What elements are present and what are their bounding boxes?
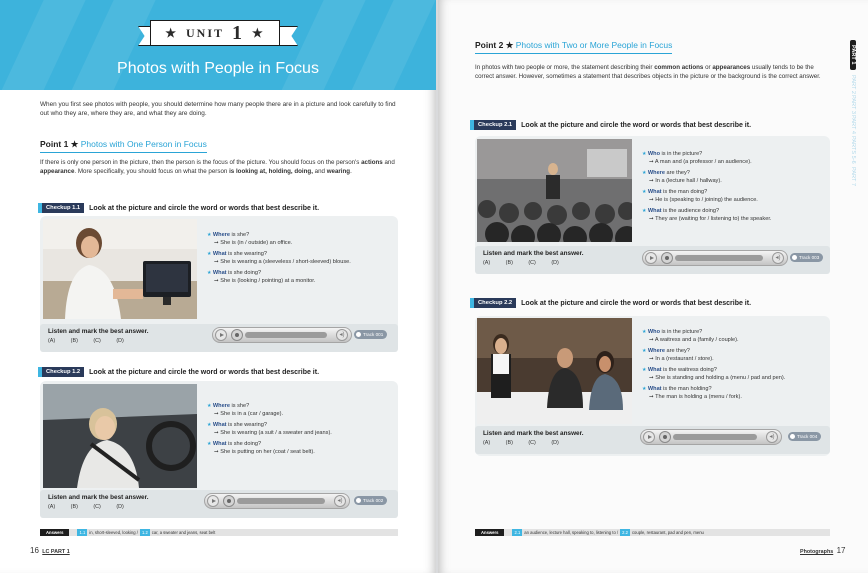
checkup-badge: Checkup 2.2 bbox=[470, 298, 516, 308]
volume-icon[interactable]: ◂) bbox=[766, 431, 778, 443]
checkup-badge: Checkup 2.1 bbox=[470, 120, 516, 130]
unit-word: UNIT bbox=[185, 25, 224, 40]
footer-section: Photographs bbox=[800, 549, 834, 555]
question-audience-doing: ★ What is the audience doing? ➞ They are (waiting for / listening to) the speaker. bbox=[642, 207, 827, 223]
point1-title: Photos with One Person in Focus bbox=[80, 139, 207, 149]
tab-part-2[interactable]: PART 2 bbox=[850, 74, 856, 94]
star-icon: ★ bbox=[642, 170, 648, 176]
star-icon: ★ bbox=[642, 189, 648, 195]
checkup-badge: Checkup 1.1 bbox=[38, 203, 84, 213]
audio-player-2-2[interactable] bbox=[640, 429, 782, 445]
answer-line[interactable]: ➞ He is (speaking to / joining) the audience. bbox=[649, 197, 758, 203]
footer-section: LC PART 1 bbox=[42, 549, 70, 555]
answer-line[interactable]: ➞ She is in a (car / garage). bbox=[214, 411, 284, 417]
question-where: ★ Where is she? ➞ She is in a (car / garage). bbox=[207, 402, 392, 418]
tab-part-4[interactable]: PART 4 bbox=[850, 114, 856, 134]
listen-prompt: Listen and mark the best answer. bbox=[48, 328, 149, 335]
question-doing: ★ What is she doing? ➞ She is putting on her (coat / seat belt). bbox=[207, 440, 392, 456]
checkup-instruction: Look at the picture and circle the word or words that best describe it. bbox=[521, 121, 752, 129]
answer-line[interactable]: ➞ She is wearing (a suit / a sweater and jeans). bbox=[214, 430, 332, 436]
star-icon: ★ bbox=[642, 367, 648, 373]
point1-label: Point 1 bbox=[40, 139, 69, 149]
question-where: ★ Where are they? ➞ In a (restaurant / store). bbox=[642, 347, 832, 363]
star-icon: ★ bbox=[207, 441, 213, 447]
question-man-holding: ★ What is the man holding? ➞ The man is holding a (menu / fork). bbox=[642, 385, 832, 401]
question-where: ★ Where are they? ➞ In a (lecture hall / hallway). bbox=[642, 169, 827, 185]
part-tabs bbox=[850, 40, 864, 186]
audio-player-1-2[interactable] bbox=[204, 493, 350, 509]
answers-strip: Answers 2.1 an audience, lecture hall, speaking to, listening to / 2.2 couple, restaurant, pad and pen, menu bbox=[475, 529, 830, 536]
checkup-instruction: Look at the picture and circle the word or words that best describe it. bbox=[89, 204, 320, 212]
point2-text: In photos with two people or more, the statement describing their common actions or appearances usually tends to be the correct answer. However, sometimes a statement that describes objects in the picture or the background is the correct answer. bbox=[475, 64, 821, 80]
tab-parts-5-6[interactable]: PARTS 5-6 bbox=[850, 136, 856, 164]
point2-label: Point 2 bbox=[475, 40, 504, 50]
star-icon: ★ bbox=[207, 403, 213, 409]
point1-heading bbox=[40, 139, 207, 150]
right-footer bbox=[800, 546, 846, 555]
photo-restaurant bbox=[477, 318, 632, 424]
question-who: ★ Who is in the picture? ➞ A waitress and a (family / couple). bbox=[642, 328, 832, 344]
tab-part-1[interactable]: PART 1 bbox=[850, 40, 856, 70]
point2-title: Photos with Two or More People in Focus bbox=[515, 40, 673, 50]
audio-player-2-1[interactable] bbox=[642, 250, 788, 266]
star-icon: ★ bbox=[207, 232, 213, 238]
checkup-1-2-heading bbox=[38, 367, 319, 377]
track-label: Track 003 bbox=[790, 253, 823, 262]
answer-line[interactable]: ➞ They are (waiting for / listening to) the speaker. bbox=[649, 216, 772, 222]
answer-line[interactable]: ➞ She is (in / outside) an office. bbox=[214, 240, 293, 246]
volume-icon[interactable]: ◂) bbox=[772, 252, 784, 264]
right-page bbox=[438, 0, 868, 573]
page-number: 17 bbox=[836, 546, 846, 555]
question-who: ★ Who is in the picture? ➞ A man and (a professor / an audience). bbox=[642, 150, 827, 166]
audio-player-1-1[interactable] bbox=[212, 327, 352, 343]
star-icon: ★ bbox=[505, 40, 516, 50]
seek-knob[interactable] bbox=[661, 252, 673, 264]
answer-options[interactable]: (A) (B) (C) (D) bbox=[483, 440, 559, 446]
photo-woman-at-monitor bbox=[43, 219, 197, 319]
checkup-2-2-heading bbox=[470, 298, 751, 308]
unit-number: 1 bbox=[232, 21, 244, 44]
answers-strip: Answers 1.1 in, short-sleeved, looking / 1.2 car, a sweater and jeans, seat belt bbox=[40, 529, 398, 536]
checkup-badge: Checkup 1.2 bbox=[38, 367, 84, 377]
progress-bar[interactable] bbox=[245, 332, 327, 338]
checkup-instruction: Look at the picture and circle the word or words that best describe it. bbox=[521, 299, 752, 307]
star-icon: ★ bbox=[252, 25, 265, 40]
answer-line[interactable]: ➞ A man and (a professor / an audience). bbox=[649, 159, 752, 165]
answer-line[interactable]: ➞ She is standing and holding a (menu / pad and pen). bbox=[649, 375, 786, 381]
question-doing: ★ What is she doing? ➞ She is (looking / pointing) at a monitor. bbox=[207, 269, 392, 285]
star-icon: ★ bbox=[207, 251, 213, 257]
intro-paragraph: When you first see photos with people, you should determine how many people there are in a picture and look carefully to find out who they are, where they are, and what they are doing. bbox=[40, 101, 396, 117]
volume-icon[interactable]: ◂) bbox=[336, 329, 348, 341]
star-icon: ★ bbox=[207, 270, 213, 276]
star-icon: ★ bbox=[642, 386, 648, 392]
seek-knob[interactable] bbox=[223, 495, 235, 507]
answers-label: Answers bbox=[40, 529, 69, 536]
answer-line[interactable]: ➞ In a (lecture hall / hallway). bbox=[649, 178, 722, 184]
answer-line[interactable]: ➞ She is wearing a (sleeveless / short-sleeved) blouse. bbox=[214, 259, 351, 265]
listen-prompt: Listen and mark the best answer. bbox=[483, 250, 584, 257]
answer-line[interactable]: ➞ A waitress and a (family / couple). bbox=[649, 337, 739, 343]
checkup-2-2-questions bbox=[642, 328, 832, 404]
answer-line[interactable]: ➞ She is (looking / pointing) at a monitor. bbox=[214, 278, 316, 284]
checkup-2-1-questions bbox=[642, 150, 827, 226]
star-icon: ★ bbox=[165, 25, 178, 40]
play-icon[interactable] bbox=[643, 431, 655, 443]
checkup-instruction: Look at the picture and circle the word or words that best describe it. bbox=[89, 368, 320, 376]
unit-title: Photos with People in Focus bbox=[117, 60, 319, 77]
checkup-1-2-questions bbox=[207, 402, 392, 459]
point1-text: If there is only one person in the picture, then the person is the focus of the picture. You should focus on the person's actions and appearance. More specifically, you should focus on what the person is looking at, holding, doing, and wearing. bbox=[40, 159, 395, 175]
star-icon: ★ bbox=[642, 329, 648, 335]
checkup-1-1-questions bbox=[207, 231, 392, 288]
question-waitress-doing: ★ What is the waitress doing? ➞ She is standing and holding a (menu / pad and pen). bbox=[642, 366, 832, 382]
progress-bar[interactable] bbox=[673, 434, 757, 440]
question-where: ★ Where is she? ➞ She is (in / outside) an office. bbox=[207, 231, 392, 247]
unit-banner bbox=[150, 20, 280, 46]
tab-part-3[interactable]: PART 3 bbox=[850, 94, 856, 114]
answers-label: Answers bbox=[475, 529, 504, 536]
listen-prompt: Listen and mark the best answer. bbox=[48, 494, 149, 501]
seek-knob[interactable] bbox=[231, 329, 243, 341]
star-icon: ★ bbox=[642, 208, 648, 214]
play-icon[interactable] bbox=[645, 252, 657, 264]
star-icon: ★ bbox=[70, 139, 81, 149]
answer-options[interactable]: (A) (B) (C) (D) bbox=[48, 338, 124, 344]
left-footer bbox=[30, 546, 70, 555]
progress-bar[interactable] bbox=[237, 498, 325, 504]
star-icon: ★ bbox=[207, 422, 213, 428]
point1-underline bbox=[40, 152, 207, 153]
star-icon: ★ bbox=[642, 151, 648, 157]
answer-line[interactable]: ➞ She is putting on her (coat / seat belt). bbox=[214, 449, 315, 455]
answer-line[interactable]: ➞ In a (restaurant / store). bbox=[649, 356, 714, 362]
listen-prompt: Listen and mark the best answer. bbox=[483, 430, 584, 437]
seek-knob[interactable] bbox=[659, 431, 671, 443]
star-icon: ★ bbox=[642, 348, 648, 354]
tab-part-7[interactable]: PART 7 bbox=[850, 166, 856, 186]
checkup-1-1-heading bbox=[38, 203, 319, 213]
volume-icon[interactable]: ◂) bbox=[334, 495, 346, 507]
photo-woman-in-car bbox=[43, 384, 197, 488]
answer-options[interactable]: (A) (B) (C) (D) bbox=[48, 504, 124, 510]
play-icon[interactable] bbox=[207, 495, 219, 507]
unit-header-band bbox=[0, 0, 436, 90]
progress-bar[interactable] bbox=[675, 255, 763, 261]
track-label: Track 001 bbox=[354, 330, 387, 339]
photo-lecture-hall bbox=[477, 139, 632, 242]
answer-line[interactable]: ➞ The man is holding a (menu / fork). bbox=[649, 394, 742, 400]
track-label: Track 004 bbox=[788, 432, 821, 441]
page-number: 16 bbox=[30, 546, 39, 555]
question-man-doing: ★ What is the man doing? ➞ He is (speaking to / joining) the audience. bbox=[642, 188, 827, 204]
checkup-2-1-heading bbox=[470, 120, 751, 130]
track-label: Track 002 bbox=[354, 496, 387, 505]
point2-underline bbox=[475, 53, 672, 54]
point2-heading bbox=[475, 40, 672, 51]
question-wearing: ★ What is she wearing? ➞ She is wearing a (sleeveless / short-sleeved) blouse. bbox=[207, 250, 392, 266]
play-icon[interactable] bbox=[215, 329, 227, 341]
answer-options[interactable]: (A) (B) (C) (D) bbox=[483, 260, 559, 266]
question-wearing: ★ What is she wearing? ➞ She is wearing (a suit / a sweater and jeans). bbox=[207, 421, 392, 437]
